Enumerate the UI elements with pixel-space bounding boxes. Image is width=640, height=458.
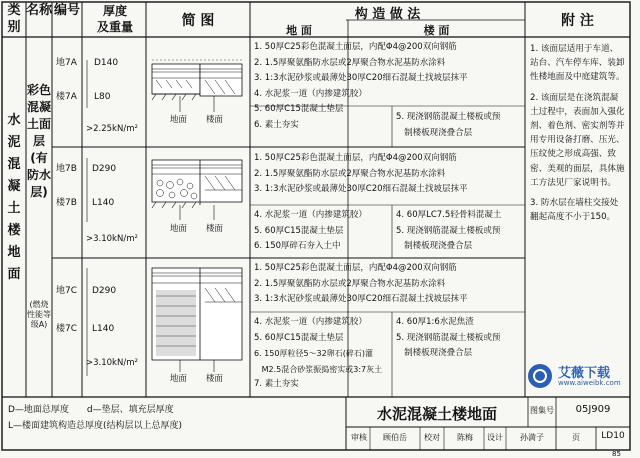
designer-name: 孙満子 bbox=[520, 433, 544, 442]
ground-item: 4. 水泥浆一道（内掺建筑胶） bbox=[254, 210, 367, 220]
legend-line: D—地面总厚度 d—垫层、填充层厚度 bbox=[8, 405, 174, 415]
floor-item: 制楼板现浇叠合层 bbox=[396, 127, 473, 138]
header-thickness: 厚度 及重量 bbox=[96, 4, 133, 34]
ground-item: 1. 50厚C25彩色混凝土面层，内配Φ4@200双向钢筋 bbox=[254, 42, 457, 52]
thick-c-l: L140 bbox=[92, 324, 115, 334]
ground-item: 2. 1.5厚聚氨酯防水层或2厚聚合物水泥基防水涂料 bbox=[254, 168, 446, 179]
review-label: 审核 bbox=[351, 433, 367, 442]
floor-item: 5. 现浇钢筋混凝土楼板或预 bbox=[396, 332, 501, 343]
thick-b-l: L140 bbox=[92, 198, 115, 208]
ground-item: M2.5混合砂浆振捣密实或3:7灰土 bbox=[254, 364, 383, 374]
ground-item: 3. 1:3水泥砂浆或最薄处30厚C20细石混凝土找坡层抹平 bbox=[254, 73, 468, 83]
code-b-ground: 地7B bbox=[56, 164, 77, 174]
code-c-floor: 楼7C bbox=[56, 324, 78, 334]
ground-item: 6. 150厚粒径5～32卵石(碎石)灌 bbox=[254, 349, 373, 358]
page-code: LD10 bbox=[601, 431, 625, 441]
thick-a-d: D140 bbox=[94, 58, 119, 68]
note-item: 2. 该面层是在浇筑混凝土过程中，表面加入强化剂、着色剂、密实剂等并用专用设备打磨、压光、压纹使之形成高强、致密、美观的面层，具体施工方法见厂家说明书。 bbox=[530, 92, 625, 188]
header-notes: 附 注 bbox=[561, 13, 594, 29]
header-category: 类别 bbox=[7, 3, 21, 35]
category-text: 水泥混凝土楼地面 bbox=[7, 113, 21, 282]
ground-items-b-lower bbox=[254, 208, 367, 255]
thick-c-d: D290 bbox=[92, 286, 117, 296]
ground-item: 5. 60厚C15混凝土垫层 bbox=[254, 225, 344, 236]
ground-item: 5. 60厚C15混凝土垫层 bbox=[254, 332, 344, 343]
label-c-floor: 楼面 bbox=[206, 374, 224, 384]
note-item: 1. 该面层适用于车道、站台、汽车停车库、装卸性楼地面及中庭建筑等。 bbox=[530, 44, 625, 83]
ground-items-c bbox=[254, 261, 468, 308]
floor-item: 制楼板现浇叠合层 bbox=[396, 348, 473, 358]
floor-items-a bbox=[396, 110, 500, 141]
ground-item: 1. 50厚C25彩色混凝土面层，内配Φ4@200双向钢筋 bbox=[254, 263, 457, 273]
legend bbox=[8, 402, 182, 434]
page-number: 85 bbox=[612, 450, 621, 458]
label-a-ground: 地面 bbox=[170, 115, 188, 125]
floor-item: 5. 现浇钢筋混凝土楼板或预 bbox=[396, 225, 501, 236]
design-label: 设计 bbox=[487, 433, 503, 442]
watermark-logo-icon bbox=[528, 364, 552, 388]
notes-list bbox=[530, 42, 626, 224]
code-a-ground: 地7A bbox=[56, 58, 77, 68]
header-method: 构 造 做 法 bbox=[354, 7, 421, 22]
ground-item: 2. 1.5厚聚氨酯防水层或2厚聚合物水泥基防水涂料 bbox=[254, 278, 446, 289]
header-floor: 楼 面 bbox=[423, 24, 450, 37]
floor-items-c bbox=[396, 315, 500, 362]
ground-item: 3. 1:3水泥砂浆或最薄处30厚C20细石混凝土找坡层抹平 bbox=[254, 294, 468, 304]
ground-items-c-lower bbox=[254, 315, 382, 393]
note-item: 3. 防水层在墙柱交接处翻起高度不小于150。 bbox=[530, 198, 619, 223]
code-a-floor: 楼7A bbox=[56, 92, 77, 102]
diagram-b bbox=[152, 160, 242, 220]
header-code: 编号 bbox=[53, 3, 80, 18]
ground-item: 1. 50厚C25彩色混凝土面层，内配Φ4@200双向钢筋 bbox=[254, 153, 457, 163]
diagram-a bbox=[152, 60, 244, 112]
thick-a-weight: >2.25kN/m² bbox=[86, 124, 138, 134]
header-name: 名称 bbox=[26, 3, 53, 18]
name-text: 彩色混凝土面层(有防水层) bbox=[26, 83, 51, 199]
ground-item: 2. 1.5厚聚氨酯防水层或2厚聚合物水泥基防水涂料 bbox=[254, 57, 446, 68]
ground-items-b bbox=[254, 151, 468, 198]
reviewer-name: 顾伯岳 bbox=[383, 433, 407, 442]
legend-line: L—楼面建筑构造总厚度(结构层以上总厚度) bbox=[8, 421, 183, 431]
ground-item: 4. 水泥浆一道（内掺建筑胶） bbox=[254, 317, 367, 327]
page-label: 页 bbox=[572, 433, 580, 442]
watermark bbox=[528, 362, 628, 392]
thick-a-l: L80 bbox=[94, 92, 111, 102]
label-b-ground: 地面 bbox=[170, 224, 188, 234]
floor-item: 4. 60厚LC7.5轻骨料混凝土 bbox=[396, 210, 502, 220]
header-diagram: 简 图 bbox=[181, 13, 215, 29]
label-a-floor: 楼面 bbox=[206, 115, 224, 125]
ground-item: 6. 150厚碎石夯入土中 bbox=[254, 241, 341, 251]
atlas-number: 05J909 bbox=[575, 404, 611, 415]
floor-item: 制楼板现浇叠合层 bbox=[396, 241, 473, 251]
thick-b-d: D290 bbox=[92, 164, 117, 174]
code-b-floor: 楼7B bbox=[56, 198, 77, 208]
checker-name: 陈梅 bbox=[457, 433, 473, 442]
ground-item: 4. 水泥浆一道（内掺建筑胶） bbox=[254, 88, 367, 99]
atlas-label: 图集号 bbox=[530, 406, 554, 415]
watermark-name: 艾薇下载 bbox=[558, 366, 611, 381]
check-label: 校对 bbox=[424, 433, 440, 442]
ground-item: 3. 1:3水泥砂浆或最薄处30厚C20细石混凝土找坡层抹平 bbox=[254, 184, 468, 194]
floor-item: 5. 现浇钢筋混凝土楼板或预 bbox=[396, 112, 501, 122]
diagram-c bbox=[152, 268, 242, 372]
code-c-ground: 地7C bbox=[56, 286, 78, 296]
ground-item: 6. 素土夯实 bbox=[254, 119, 299, 130]
ground-item: 5. 60厚C15混凝土垫层 bbox=[254, 104, 344, 114]
header-ground: 地 面 bbox=[286, 24, 312, 37]
floor-item: 4. 60厚1:6水泥焦渣 bbox=[396, 317, 474, 327]
ground-item: 7. 素土夯实 bbox=[254, 379, 299, 389]
thick-c-weight: >3.10kN/m² bbox=[86, 358, 138, 368]
drawing-title: 水泥混凝土楼地面 bbox=[376, 405, 497, 423]
floor-items-b bbox=[396, 208, 501, 255]
watermark-url: www.aiweibk.com bbox=[558, 379, 621, 387]
label-b-floor: 楼面 bbox=[206, 224, 224, 234]
label-c-ground: 地面 bbox=[170, 374, 188, 384]
thick-b-weight: >3.10kN/m² bbox=[86, 234, 138, 244]
name-subtext: (燃烧性能等级A) bbox=[27, 300, 51, 329]
